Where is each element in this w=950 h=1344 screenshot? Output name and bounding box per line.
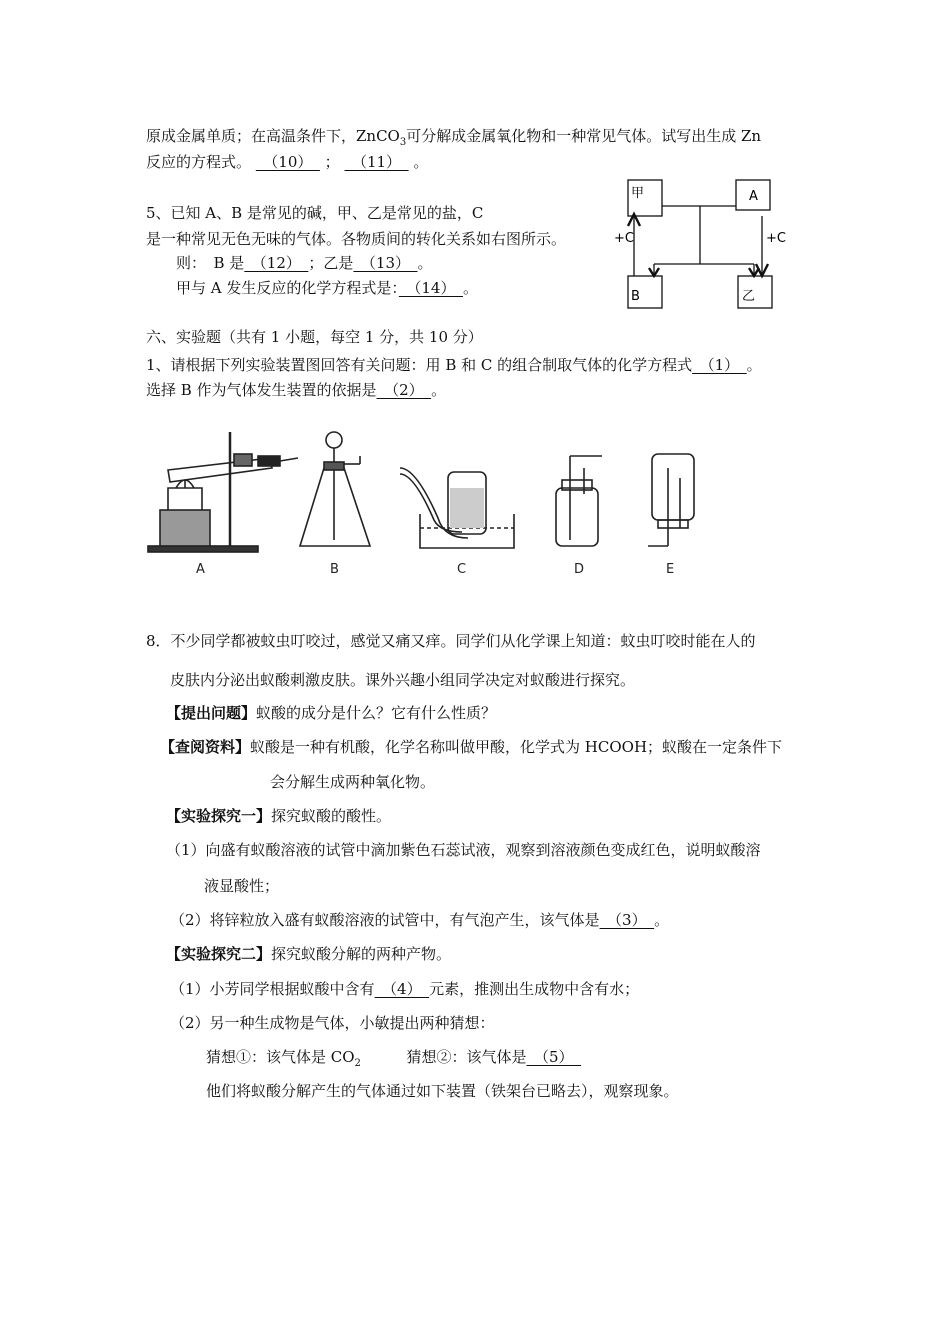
q8-line2: 皮肤内分泌出蚁酸刺激皮肤。课外兴趣小组同学决定对蚁酸进行探究。 [170, 671, 636, 689]
q5-line1: 5、已知 A、B 是常见的碱，甲、乙是常见的盐，C [146, 204, 484, 222]
answer-blank-14[interactable]: （14） [398, 279, 463, 297]
answer-blank-10[interactable]: （10） [255, 153, 320, 171]
apparatus-b [300, 432, 370, 546]
q8-last-line: 他们将蚁酸分解产生的气体通过如下装置（铁架台已略去），观察现象。 [206, 1082, 679, 1100]
label-plus-c-right: +C [766, 231, 786, 246]
s6-q1-line2: 选择 B 作为气体发生装置的依据是 （2） 。 [146, 381, 447, 399]
q8-guesses: 猜想①：该气体是 $CO_2$ 猜想②：该气体是 （5） [206, 1048, 582, 1069]
label-d: D [574, 562, 585, 577]
answer-blank-2[interactable]: （2） [376, 381, 432, 399]
q5-line2: 是一种常见无色无味的气体。各物质间的转化关系如右图所示。 [146, 230, 567, 248]
answer-blank-4[interactable]: （4） [374, 980, 430, 998]
label-a: A [749, 189, 758, 204]
q4-line1: 原成金属单质；在高温条件下，ZnCO$_3$可分解成金属氧化物和一种常见气体。试写出生成 Zn [146, 127, 762, 148]
q8-reference: 【查阅资料】蚁酸是一种有机酸，化学名称叫做甲酸，化学式为 HCOOH；蚁酸在一定条件下 [160, 738, 783, 756]
answer-blank-5[interactable]: （5） [526, 1048, 582, 1066]
answer-blank-13[interactable]: （13） [353, 254, 418, 272]
label-b: B [631, 289, 640, 304]
answer-blank-11[interactable]: （11） [344, 153, 409, 171]
q8-reference-2: 会分解生成两种氧化物。 [270, 773, 436, 791]
q8-exp1-1: （1）向盛有蚁酸溶液的试管中滴加紫色石蕊试液，观察到溶液颜色变成红色，说明蚁酸溶 [166, 841, 761, 859]
answer-blank-3[interactable]: （3） [599, 911, 655, 929]
q8-exp1-1b: 液显酸性； [204, 877, 280, 895]
apparatus-c [400, 468, 514, 548]
label-e: E [666, 562, 675, 577]
lab-apparatus-figure [138, 428, 718, 588]
q5-line4: 甲与 A 发生反应的化学方程式是： （14） 。 [176, 279, 478, 297]
label-plus-c-left: +C [614, 231, 634, 246]
apparatus-a [148, 432, 298, 552]
q8-exp1-heading: 【实验探究一】探究蚁酸的酸性。 [166, 807, 392, 825]
label-c: C [457, 562, 467, 577]
q8-exp1-2: （2）将锌粒放入盛有蚁酸溶液的试管中，有气泡产生，该气体是 （3） 。 [170, 911, 670, 929]
label-b: B [330, 562, 339, 577]
q8-line1: 8．不少同学都被蚊虫叮咬过，感觉又痛又痒。同学们从化学课上知道：蚊虫叮咬时能在人的 [146, 632, 756, 650]
q8-exp2-1: （1）小芳同学根据蚁酸中含有 （4） 元素，推测出生成物中含有水； [170, 980, 640, 998]
section-heading: 六、实验题（共有 1 小题，每空 1 分，共 10 分） [146, 328, 483, 346]
s6-q1-line1: 1、请根据下列实验装置图回答有关问题：用 B 和 C 的组合制取气体的化学方程式 （1） 。 [146, 356, 762, 374]
label-yi: 乙 [742, 289, 756, 304]
answer-blank-12[interactable]: （12） [244, 254, 309, 272]
q4-line2: 反应的方程式。 （10） ； （11） 。 [146, 153, 429, 171]
apparatus-e [648, 454, 694, 546]
q8-exp2-2: （2）另一种生成物是气体，小敏提出两种猜想： [170, 1014, 495, 1032]
q8-problem: 【提出问题】蚁酸的成分是什么？它有什么性质？ [166, 704, 497, 722]
label-a: A [196, 562, 205, 577]
answer-blank-1[interactable]: （1） [692, 356, 747, 374]
label-jia: 甲 [631, 186, 645, 201]
q8-exp2-heading: 【实验探究二】探究蚁酸分解的两种产物。 [166, 945, 452, 963]
link-line [662, 206, 700, 264]
apparatus-d [556, 456, 602, 546]
transformation-diagram [614, 176, 804, 314]
q5-line3: 则： B 是 （12） ；乙是 （13） 。 [176, 254, 433, 272]
